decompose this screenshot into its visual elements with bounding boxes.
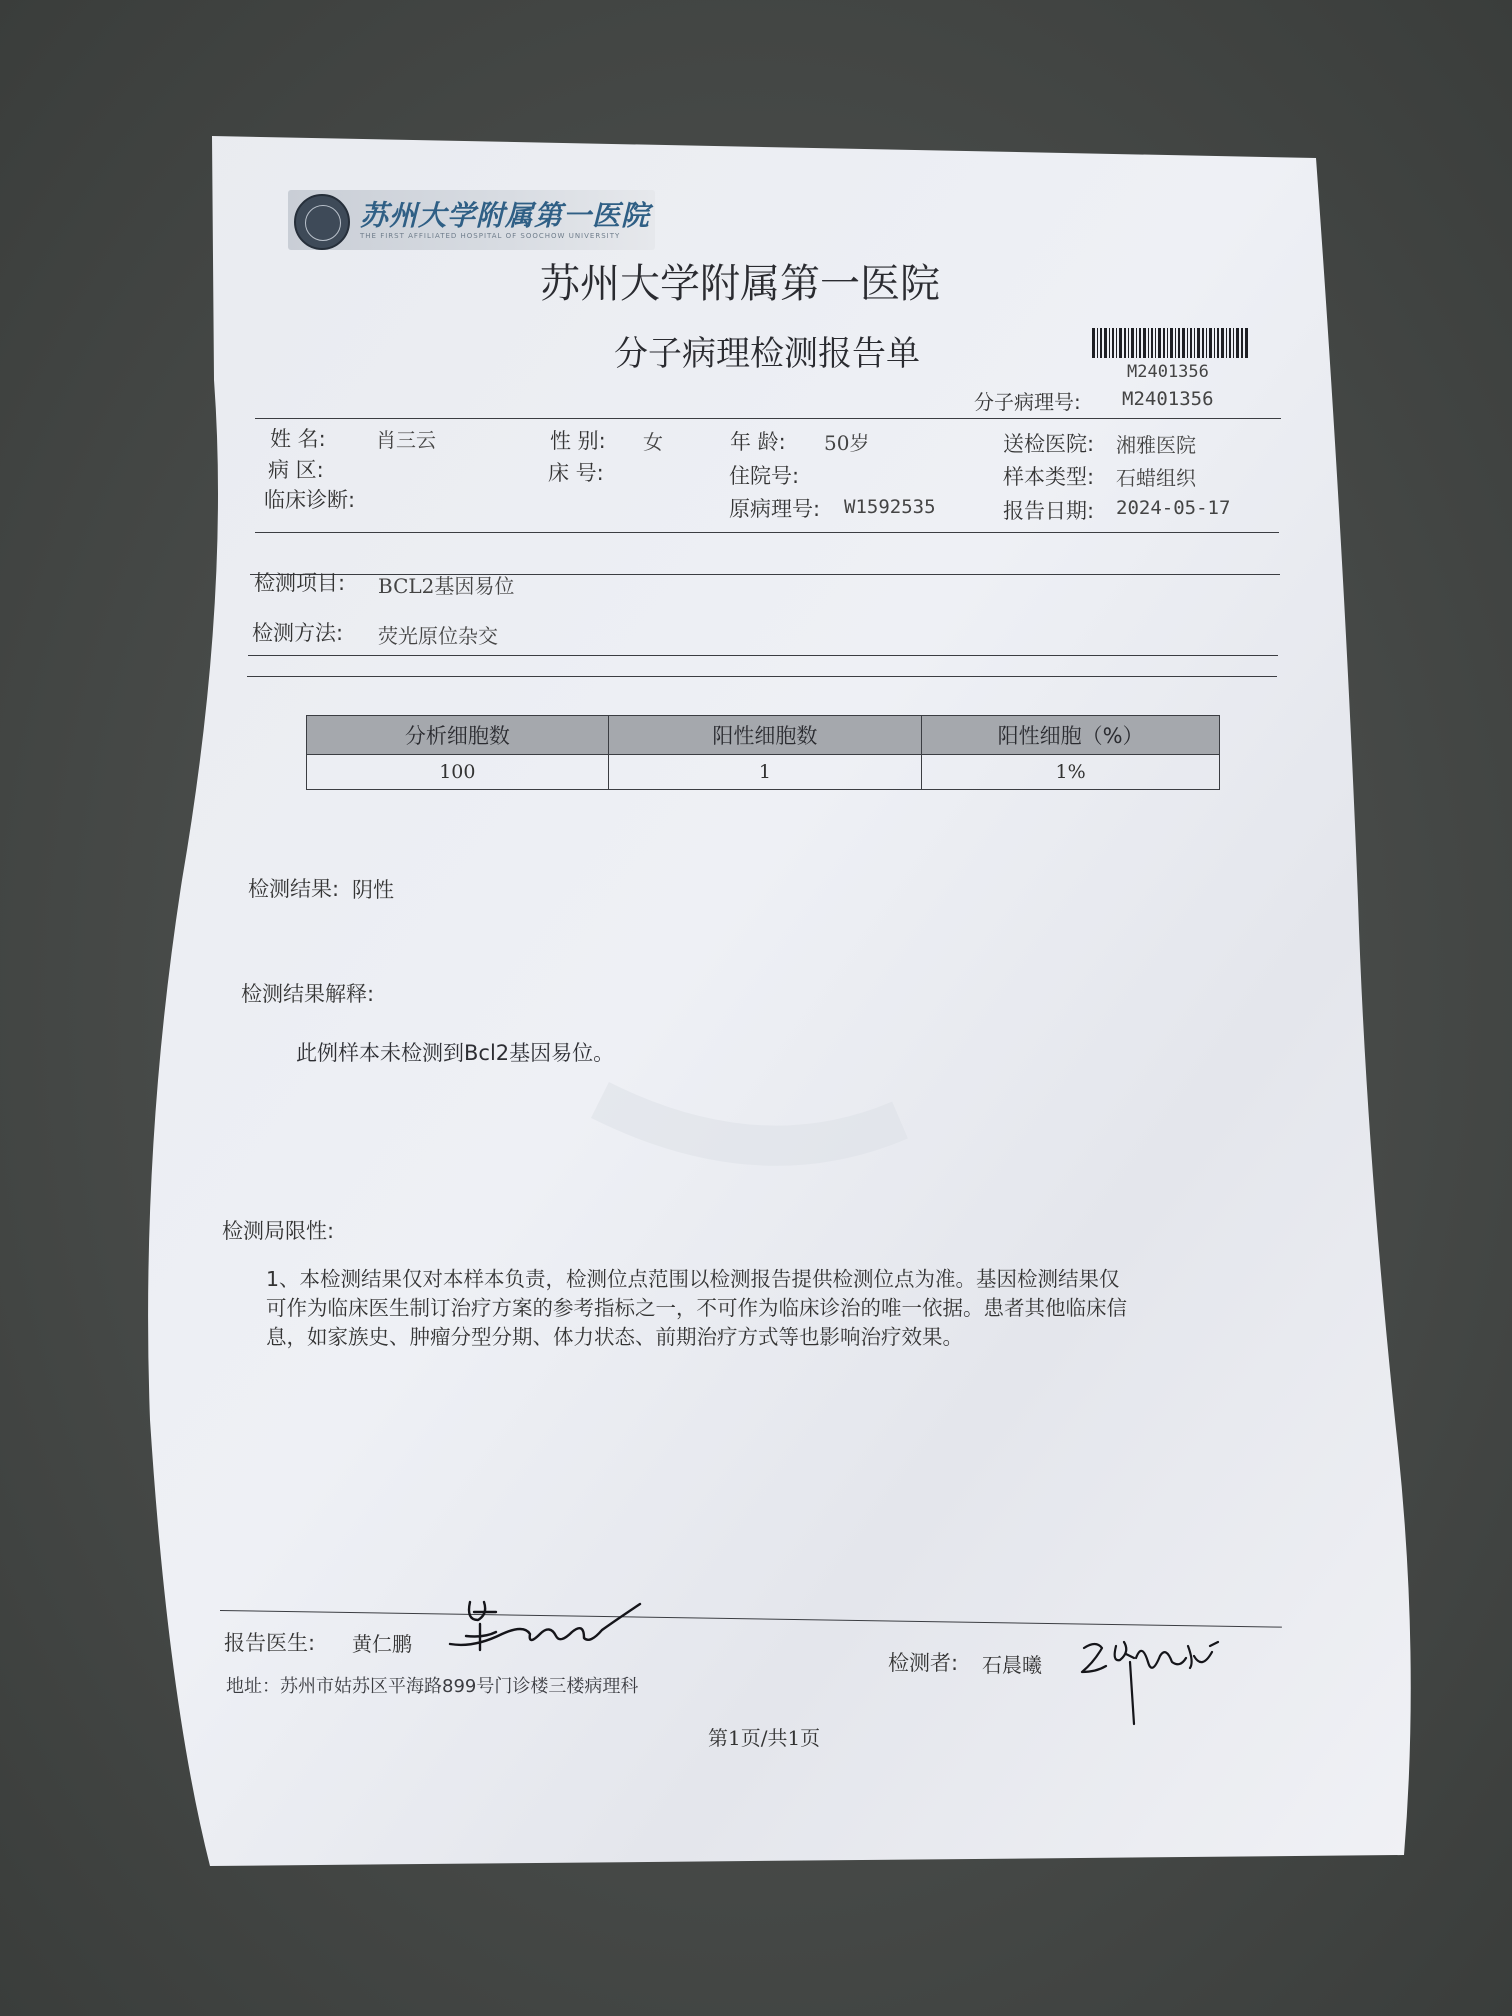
report-date: 2024-05-17 [1116,497,1231,519]
patient-name: 肖三云 [376,428,436,452]
patient-divider [255,532,1279,533]
limitations-line-2: 可作为临床医生制订治疗方案的参考指标之一，不可作为临床诊治的唯一依据。患者其他临床信 [266,1296,1127,1320]
patient-sex: 女 [643,430,663,454]
test-bottom-divider [248,655,1278,656]
test-method: 荧光原位杂交 [378,624,498,648]
report-doctor-name: 黄仁鹏 [352,1632,412,1656]
patient-age: 50岁 [824,431,870,455]
test-item-label: 检测项目: [254,571,346,595]
sending-hospital: 湘雅医院 [1116,433,1196,457]
positive-cells-value: 1 [608,755,922,790]
limitations-line-1: 1、本检测结果仅对本样本负责，检测位点范围以检测报告提供检测位点为准。基因检测结果仅 [266,1267,1120,1291]
original-pathology-number: W1592535 [844,496,936,518]
page-indicator: 第1页/共1页 [708,1726,821,1750]
header-analyzed-cells: 分析细胞数 [307,716,609,755]
interpretation-text: 此例样本未检测到Bcl2基因易位。 [296,1041,615,1065]
age-label: 年 龄: [730,430,786,454]
admission-number-label: 住院号: [729,464,800,488]
table-row [307,755,1220,790]
clinical-diagnosis-label: 临床诊断: [264,488,356,512]
pathology-number-label: 分子病理号: [974,390,1081,414]
positive-percent-value: 1% [922,755,1220,790]
original-pathology-label: 原病理号: [729,497,821,521]
result-value: 阴性 [352,878,394,902]
barcode-number: M2401356 [1127,362,1209,382]
hospital-name: 苏州大学附属第一医院 [540,261,940,307]
sex-label: 性 别: [550,429,606,453]
bed-label: 床 号: [548,461,604,485]
results-table [306,715,1220,790]
barcode-icon [1092,328,1248,358]
header-divider [255,418,1281,419]
header-positive-percent: 阳性细胞（%） [922,716,1220,755]
sample-type: 石蜡组织 [1116,466,1196,490]
name-label: 姓 名: [270,427,326,451]
sample-type-label: 样本类型: [1003,465,1095,489]
footer-divider [220,1610,1282,1628]
report-date-label: 报告日期: [1003,499,1095,523]
tester-name: 石晨曦 [982,1653,1042,1677]
limitations-line-3: 息，如家族史、肿瘤分型分期、体力状态、前期治疗方式等也影响治疗效果。 [266,1325,963,1349]
result-label: 检测结果: [248,877,340,901]
ward-label: 病 区: [268,458,324,482]
table-header-row [307,716,1220,755]
hospital-logo-subtext: THE FIRST AFFILIATED HOSPITAL OF SOOCHOW UNIVERSITY [360,232,621,240]
doctor-signature-icon [444,1590,654,1660]
sending-hospital-label: 送检医院: [1003,432,1095,456]
analyzed-cells-value: 100 [307,755,609,790]
tester-signature-icon [1076,1632,1226,1732]
hospital-logo-text: 苏州大学附属第一医院 [360,199,651,232]
interpretation-label: 检测结果解释: [241,982,375,1006]
test-method-label: 检测方法: [252,621,344,645]
limitations-label: 检测局限性: [222,1219,335,1243]
hospital-seal-icon [294,194,350,250]
header-positive-cells: 阳性细胞数 [608,716,922,755]
pathology-number: M2401356 [1122,388,1214,410]
tester-label: 检测者: [888,1651,959,1675]
report-doctor-label: 报告医生: [224,1631,316,1655]
test-bottom-divider-2 [247,676,1277,677]
address-text: 地址：苏州市姑苏区平海路899号门诊楼三楼病理科 [226,1676,639,1697]
test-item: BCL2基因易位 [378,574,515,598]
report-title: 分子病理检测报告单 [614,334,920,374]
